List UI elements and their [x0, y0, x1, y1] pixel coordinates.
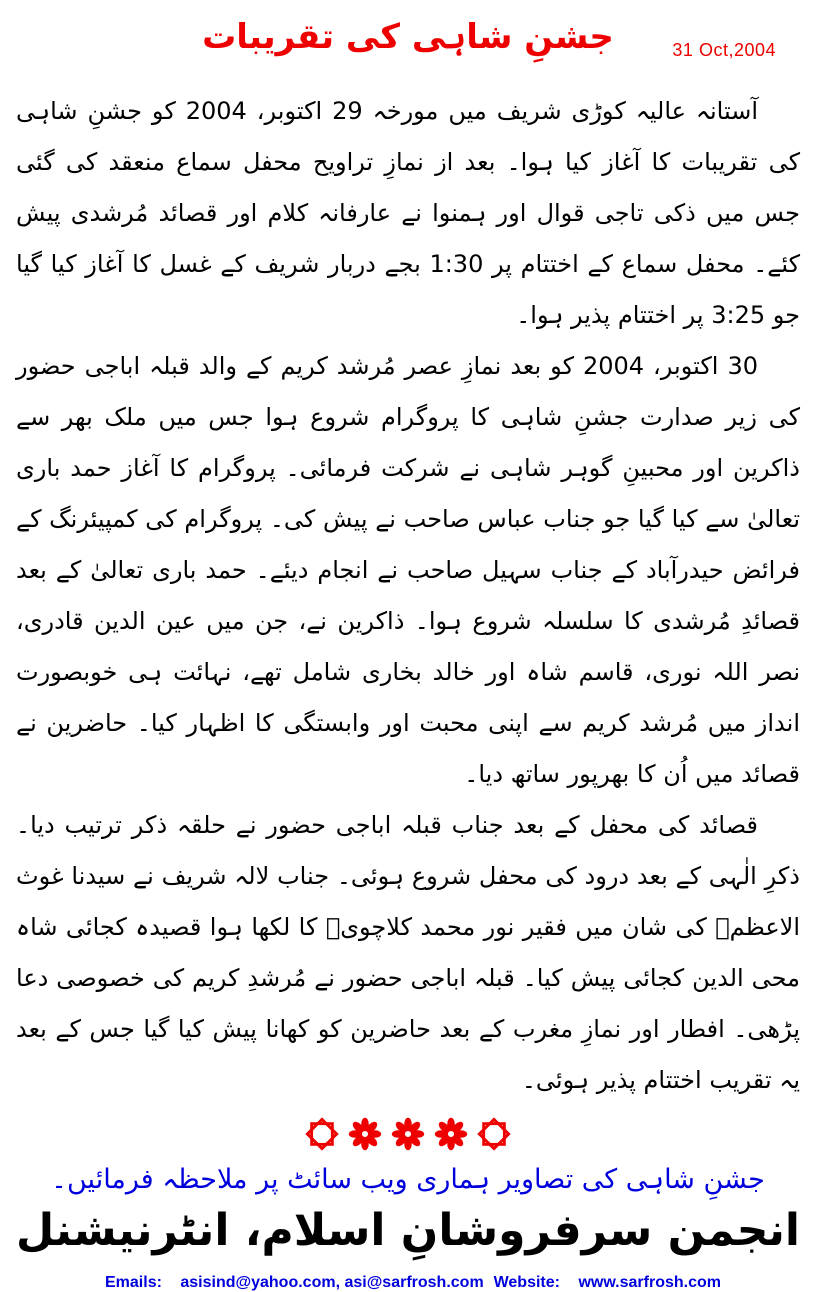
rosette-ornament-icon	[346, 1124, 389, 1143]
date-label: 31 Oct,2004	[672, 40, 776, 60]
website-label: Website:	[493, 1274, 560, 1291]
footer	[0, 1274, 816, 1292]
body-paragraph: 30 اکتوبر، 2004 کو بعد نمازِ عصر مُرشد کریم کے والد قبلہ اباجی حضور کی زیر صدارت جشنِ شاہی کا پروگرام شروع ہوا جس میں ملک بھر سے ذاکرین اور محبینِ گوہر شاہی نے شرکت فرمائی۔ پروگرام کا آغاز حمد باری تعالیٰ سے کیا گیا جو جناب عباس صاحب نے پیش کی۔ پروگرام کی کمپیئرنگ کے فرائض حیدرآباد کے جناب سہیل صاحب نے انجام دیئے۔ حمد باری تعالیٰ کے بعد قصائدِ مُرشدی کا سلسلہ شروع ہوا۔ ذاکرین نے، جن میں عین الدین قادری، نصر اللہ نوری، قاسم شاہ اور خالد بخاری شامل تھے، نہائت ہی خوبصورت انداز میں مُرشد کریم سے اپنی محبت اور وابستگی کا اظہار کیا۔ حاضرین نے قصائد میں اُن کا بھرپور ساتھ دیا۔	[16, 352, 800, 788]
body-paragraph: قصائد کی محفل کے بعد جناب قبلہ اباجی حضور نے حلقہ ذکر ترتیب دیا۔ ذکرِ الٰہی کے بعد درود کی محفل شروع ہوئی۔ جناب لالہ شریف نے سیدنا غوث الاعظمؓ کی شان میں فقیر نور محمد کلاچویؒ کا لکھا ہوا قصیدہ کجائی شاہ محی الدین کجائی پیش کیا۔ قبلہ اباجی حضور نے مُرشدِ کریم کی خصوصی دعا پڑھی۔ افطار اور نمازِ مغرب کے بعد حاضرین کو کھانا پیش کیا گیا جس کے بعد یہ تقریب اختتام پذیر ہوئی۔	[16, 811, 800, 1094]
rosette-ornament-icon	[432, 1124, 475, 1143]
header	[0, 0, 816, 86]
ornament-divider	[0, 1116, 816, 1152]
website-link[interactable]: www.sarfrosh.com	[578, 1274, 721, 1291]
organization-name: انجمن سرفروشانِ اسلام، انٹرنیشنل	[15, 1205, 801, 1256]
star-ornament-icon	[475, 1124, 513, 1143]
star-ornament-icon	[303, 1124, 346, 1143]
website-group	[494, 1274, 721, 1292]
email-addresses-link[interactable]: asisind@yahoo.com, asi@sarfrosh.com	[180, 1274, 484, 1291]
emails-group	[105, 1274, 484, 1292]
article-body	[0, 86, 816, 1106]
website-note: جشنِ شاہی کی تصاویر ہماری ویب سائٹ پر ملاحظہ فرمائیں۔	[51, 1164, 765, 1195]
rosette-ornament-icon	[389, 1124, 432, 1143]
page-title: جشنِ شاہی کی تقریبات	[202, 17, 614, 57]
emails-label: Emails:	[105, 1274, 162, 1291]
body-paragraph: آستانہ عالیہ کوڑی شریف میں مورخہ 29 اکتوبر، 2004 کو جشنِ شاہی کی تقریبات کا آغاز کیا ہوا۔ بعد از نمازِ تراویح محفل سماع منعقد کی گئی جس میں ذکی تاجی قوال اور ہمنوا نے عارفانہ کلام اور قصائد مُرشدی پیش کئے۔ محفل سماع کے اختتام پر 1:30 بجے دربار شریف کے غسل کا آغاز کیا گیا جو 3:25 پر اختتام پذیر ہوا۔	[16, 97, 800, 329]
